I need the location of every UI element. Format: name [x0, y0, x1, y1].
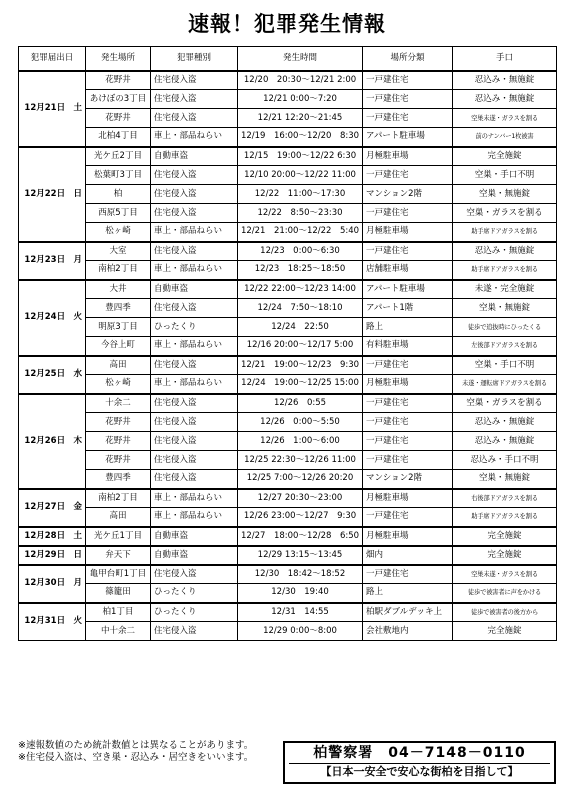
- method-cell: 完全施錠: [453, 622, 557, 641]
- time-cell: 12/22 11:00～17:30: [238, 185, 363, 204]
- crime-type-cell: 車上・部品ねらい: [151, 489, 238, 508]
- location-cell: 高田: [86, 508, 151, 527]
- method-cell: 助手席ドアガラスを割る: [453, 223, 557, 242]
- report-weekday: 月: [71, 242, 86, 280]
- place-type-cell: マンション2階: [363, 470, 453, 489]
- crime-type-cell: 車上・部品ねらい: [151, 128, 238, 147]
- method-cell: 忍込み・無施錠: [453, 71, 557, 90]
- time-cell: 12/29 13:15～13:45: [238, 546, 363, 565]
- place-type-cell: 一戸建住宅: [363, 432, 453, 451]
- table-row: [19, 261, 557, 280]
- place-type-cell: 店舗駐車場: [363, 261, 453, 280]
- time-cell: 12/22 8:50～23:30: [238, 204, 363, 223]
- location-cell: 大井: [86, 280, 151, 299]
- place-type-cell: 一戸建住宅: [363, 451, 453, 470]
- location-cell: 光ケ丘1丁目: [86, 527, 151, 546]
- table-row: [19, 394, 557, 413]
- method-cell: 空巣・手口不明: [453, 166, 557, 185]
- place-type-cell: マンション2階: [363, 185, 453, 204]
- table-row: [19, 451, 557, 470]
- time-cell: 12/21 21:00～12/22 5:40: [238, 223, 363, 242]
- note-line: ※速報数値のため統計数値とは異なることがあります。: [18, 740, 254, 751]
- place-type-cell: アパート駐車場: [363, 128, 453, 147]
- method-cell: 助手席ドアガラスを割る: [453, 261, 557, 280]
- place-type-cell: 柏駅ダブルデッキ上: [363, 603, 453, 622]
- method-cell: 空巣・ガラスを割る: [453, 394, 557, 413]
- report-date: 12月22日: [19, 147, 71, 242]
- place-type-cell: 一戸建住宅: [363, 565, 453, 584]
- time-cell: 12/30 18:42～18:52: [238, 565, 363, 584]
- place-type-cell: 一戸建住宅: [363, 356, 453, 375]
- crime-type-cell: 住宅侵入盗: [151, 622, 238, 641]
- crime-type-cell: 住宅侵入盗: [151, 204, 238, 223]
- place-type-cell: 月極駐車場: [363, 527, 453, 546]
- place-type-cell: 一戸建住宅: [363, 90, 453, 109]
- table-row: [19, 622, 557, 641]
- method-cell: 完全施錠: [453, 546, 557, 565]
- table-row: [19, 71, 557, 90]
- time-cell: 12/23 18:25～18:50: [238, 261, 363, 280]
- report-date: 12月21日: [19, 71, 71, 147]
- method-cell: 未遂・運転席ドアガラスを割る: [453, 375, 557, 394]
- table-row: [19, 299, 557, 318]
- method-cell: 空巣未遂・ガラスを割る: [453, 109, 557, 128]
- report-date: 12月23日: [19, 242, 71, 280]
- time-cell: 12/25 7:00～12/26 20:20: [238, 470, 363, 489]
- place-type-cell: 一戸建住宅: [363, 394, 453, 413]
- place-type-cell: 一戸建住宅: [363, 166, 453, 185]
- location-cell: 花野井: [86, 451, 151, 470]
- table-row: [19, 508, 557, 527]
- crime-type-cell: 住宅侵入盗: [151, 109, 238, 128]
- table-row: [19, 603, 557, 622]
- report-weekday: 土: [71, 71, 86, 147]
- report-weekday: 月: [71, 565, 86, 603]
- place-type-cell: 月極駐車場: [363, 375, 453, 394]
- time-cell: 12/24 19:00～12/25 15:00: [238, 375, 363, 394]
- time-cell: 12/19 16:00～12/20 8:30: [238, 128, 363, 147]
- method-cell: 空巣・無施錠: [453, 299, 557, 318]
- place-type-cell: 畑内: [363, 546, 453, 565]
- report-date: 12月30日: [19, 565, 71, 603]
- crime-type-cell: 自動車盗: [151, 280, 238, 299]
- crime-type-cell: 住宅侵入盗: [151, 166, 238, 185]
- method-cell: 空巣未遂・ガラスを割る: [453, 565, 557, 584]
- place-type-cell: 月極駐車場: [363, 147, 453, 166]
- table-row: [19, 128, 557, 147]
- header-crime-type: 犯罪種別: [151, 47, 238, 71]
- method-cell: 完全施錠: [453, 527, 557, 546]
- notes: [18, 740, 253, 764]
- location-cell: 今谷上町: [86, 337, 151, 356]
- location-cell: 花野井: [86, 413, 151, 432]
- report-weekday: 日: [71, 546, 86, 565]
- method-cell: 忍込み・無施錠: [453, 432, 557, 451]
- location-cell: 花野井: [86, 432, 151, 451]
- method-cell: 助手席ドアガラスを割る: [453, 508, 557, 527]
- table-row: [19, 147, 557, 166]
- police-tel: 柏警察署 04－7148－0110: [313, 745, 526, 761]
- place-type-cell: アパート駐車場: [363, 280, 453, 299]
- method-cell: 前のナンバー1枚被害: [453, 128, 557, 147]
- report-date: 12月24日: [19, 280, 71, 356]
- method-cell: 忍込み・手口不明: [453, 451, 557, 470]
- place-type-cell: 有料駐車場: [363, 337, 453, 356]
- place-type-cell: 一戸建住宅: [363, 204, 453, 223]
- time-cell: 12/16 20:00～12/17 5:00: [238, 337, 363, 356]
- table-row: [19, 489, 557, 508]
- time-cell: 12/24 22:50: [238, 318, 363, 337]
- crime-type-cell: 住宅侵入盗: [151, 565, 238, 584]
- table-row: [19, 223, 557, 242]
- method-cell: 徒歩で追抜時にひったくる: [453, 318, 557, 337]
- table-row: [19, 470, 557, 489]
- police-contact-box: [283, 741, 556, 784]
- location-cell: 篠籠田: [86, 584, 151, 603]
- method-cell: 右後部ドアガラスを割る: [453, 489, 557, 508]
- report-weekday: 日: [71, 147, 86, 242]
- place-type-cell: 月極駐車場: [363, 223, 453, 242]
- table-row: [19, 318, 557, 337]
- time-cell: 12/20 20:30～12/21 2:00: [238, 71, 363, 90]
- time-cell: 12/23 0:00～6:30: [238, 242, 363, 261]
- method-cell: 空巣・手口不明: [453, 356, 557, 375]
- crime-type-cell: 車上・部品ねらい: [151, 261, 238, 280]
- time-cell: 12/31 14:55: [238, 603, 363, 622]
- time-cell: 12/25 22:30～12/26 11:00: [238, 451, 363, 470]
- location-cell: 光ケ丘2丁目: [86, 147, 151, 166]
- crime-type-cell: ひったくり: [151, 603, 238, 622]
- table-row: [19, 413, 557, 432]
- table-header-row: [19, 47, 557, 71]
- location-cell: 松葉町3丁目: [86, 166, 151, 185]
- location-cell: 亀甲台町1丁目: [86, 565, 151, 584]
- crime-type-cell: 自動車盗: [151, 147, 238, 166]
- table-row: [19, 185, 557, 204]
- crime-type-cell: 住宅侵入盗: [151, 71, 238, 90]
- table-row: [19, 166, 557, 185]
- crime-table-body: [19, 71, 557, 641]
- crime-type-cell: 住宅侵入盗: [151, 413, 238, 432]
- method-cell: 空巣・ガラスを割る: [453, 204, 557, 223]
- report-date: 12月27日: [19, 489, 71, 527]
- crime-type-cell: 住宅侵入盗: [151, 394, 238, 413]
- crime-type-cell: 住宅侵入盗: [151, 451, 238, 470]
- time-cell: 12/26 23:00～12/27 9:30: [238, 508, 363, 527]
- time-cell: 12/26 1:00～6:00: [238, 432, 363, 451]
- report-weekday: 火: [71, 603, 86, 641]
- report-weekday: 火: [71, 280, 86, 356]
- report-weekday: 木: [71, 394, 86, 489]
- place-type-cell: 会社敷地内: [363, 622, 453, 641]
- crime-type-cell: 車上・部品ねらい: [151, 337, 238, 356]
- location-cell: 南柏2丁目: [86, 261, 151, 280]
- crime-type-cell: 車上・部品ねらい: [151, 223, 238, 242]
- crime-type-cell: 車上・部品ねらい: [151, 508, 238, 527]
- location-cell: 高田: [86, 356, 151, 375]
- table-row: [19, 90, 557, 109]
- time-cell: 12/21 12:20～21:45: [238, 109, 363, 128]
- report-weekday: 金: [71, 489, 86, 527]
- header-time: 発生時間: [238, 47, 363, 71]
- report-date: 12月25日: [19, 356, 71, 394]
- time-cell: 12/15 19:00～12/22 6:30: [238, 147, 363, 166]
- location-cell: あけぼの3丁目: [86, 90, 151, 109]
- report-weekday: 水: [71, 356, 86, 394]
- header-method: 手口: [453, 47, 557, 71]
- place-type-cell: 一戸建住宅: [363, 242, 453, 261]
- table-row: [19, 565, 557, 584]
- table-row: [19, 242, 557, 261]
- location-cell: 明原3丁目: [86, 318, 151, 337]
- time-cell: 12/27 20:30～23:00: [238, 489, 363, 508]
- time-cell: 12/27 18:00～12/28 6:50: [238, 527, 363, 546]
- location-cell: 豊四季: [86, 470, 151, 489]
- table-row: [19, 280, 557, 299]
- place-type-cell: 月極駐車場: [363, 489, 453, 508]
- location-cell: 豊四季: [86, 299, 151, 318]
- report-date: 12月29日: [19, 546, 71, 565]
- crime-table: [18, 46, 557, 641]
- report-date: 12月28日: [19, 527, 71, 546]
- table-row: [19, 337, 557, 356]
- table-row: [19, 527, 557, 546]
- time-cell: 12/30 19:40: [238, 584, 363, 603]
- report-date: 12月31日: [19, 603, 71, 641]
- table-row: [19, 204, 557, 223]
- crime-type-cell: 住宅侵入盗: [151, 470, 238, 489]
- location-cell: 中十余二: [86, 622, 151, 641]
- table-row: [19, 109, 557, 128]
- time-cell: 12/21 0:00～7:20: [238, 90, 363, 109]
- place-type-cell: 路上: [363, 318, 453, 337]
- location-cell: 柏1丁目: [86, 603, 151, 622]
- crime-type-cell: 住宅侵入盗: [151, 90, 238, 109]
- method-cell: 徒歩で被害者の後方から: [453, 603, 557, 622]
- crime-type-cell: 住宅侵入盗: [151, 242, 238, 261]
- crime-type-cell: 住宅侵入盗: [151, 356, 238, 375]
- location-cell: 弁天下: [86, 546, 151, 565]
- table-row: [19, 584, 557, 603]
- time-cell: 12/26 0:55: [238, 394, 363, 413]
- header-place-type: 場所分類: [363, 47, 453, 71]
- method-cell: 忍込み・無施錠: [453, 413, 557, 432]
- time-cell: 12/26 0:00～5:50: [238, 413, 363, 432]
- place-type-cell: 一戸建住宅: [363, 71, 453, 90]
- crime-type-cell: 自動車盗: [151, 527, 238, 546]
- header-location: 発生場所: [86, 47, 151, 71]
- crime-type-cell: 自動車盗: [151, 546, 238, 565]
- crime-type-cell: ひったくり: [151, 318, 238, 337]
- report-weekday: 土: [71, 527, 86, 546]
- place-type-cell: アパート1階: [363, 299, 453, 318]
- location-cell: 大室: [86, 242, 151, 261]
- time-cell: 12/29 0:00～8:00: [238, 622, 363, 641]
- location-cell: 松ヶ崎: [86, 375, 151, 394]
- table-row: [19, 432, 557, 451]
- crime-type-cell: 住宅侵入盗: [151, 185, 238, 204]
- time-cell: 12/24 7:50～18:10: [238, 299, 363, 318]
- table-row: [19, 375, 557, 394]
- method-cell: 徒歩で被害者に声をかける: [453, 584, 557, 603]
- place-type-cell: 一戸建住宅: [363, 109, 453, 128]
- location-cell: 柏: [86, 185, 151, 204]
- time-cell: 12/21 19:00～12/23 9:30: [238, 356, 363, 375]
- crime-type-cell: 住宅侵入盗: [151, 299, 238, 318]
- table-row: [19, 356, 557, 375]
- page-title: 速報！犯罪発生情報: [188, 12, 386, 36]
- time-cell: 12/22 22:00～12/23 14:00: [238, 280, 363, 299]
- method-cell: 忍込み・無施錠: [453, 90, 557, 109]
- place-type-cell: 一戸建住宅: [363, 413, 453, 432]
- place-type-cell: 路上: [363, 584, 453, 603]
- method-cell: 完全施錠: [453, 147, 557, 166]
- report-date: 12月26日: [19, 394, 71, 489]
- crime-type-cell: ひったくり: [151, 584, 238, 603]
- location-cell: 北柏4丁目: [86, 128, 151, 147]
- method-cell: 空巣・無施錠: [453, 185, 557, 204]
- crime-type-cell: 住宅侵入盗: [151, 432, 238, 451]
- crime-type-cell: 車上・部品ねらい: [151, 375, 238, 394]
- location-cell: 花野井: [86, 109, 151, 128]
- method-cell: 空巣・無施錠: [453, 470, 557, 489]
- location-cell: 松ヶ崎: [86, 223, 151, 242]
- method-cell: 左後部ドアガラスを割る: [453, 337, 557, 356]
- table-row: [19, 546, 557, 565]
- location-cell: 十余二: [86, 394, 151, 413]
- method-cell: 未遂・完全施錠: [453, 280, 557, 299]
- header-report-date: 犯罪届出日: [19, 47, 86, 71]
- time-cell: 12/10 20:00～12/22 11:00: [238, 166, 363, 185]
- location-cell: 西原5丁目: [86, 204, 151, 223]
- note-line: ※住宅侵入盗は、空き巣・忍込み・居空きをいいます。: [18, 752, 254, 763]
- slogan: 【日本一安全で安心な街柏を目指して】: [289, 763, 550, 780]
- location-cell: 花野井: [86, 71, 151, 90]
- method-cell: 忍込み・無施錠: [453, 242, 557, 261]
- place-type-cell: 一戸建住宅: [363, 508, 453, 527]
- location-cell: 南柏2丁目: [86, 489, 151, 508]
